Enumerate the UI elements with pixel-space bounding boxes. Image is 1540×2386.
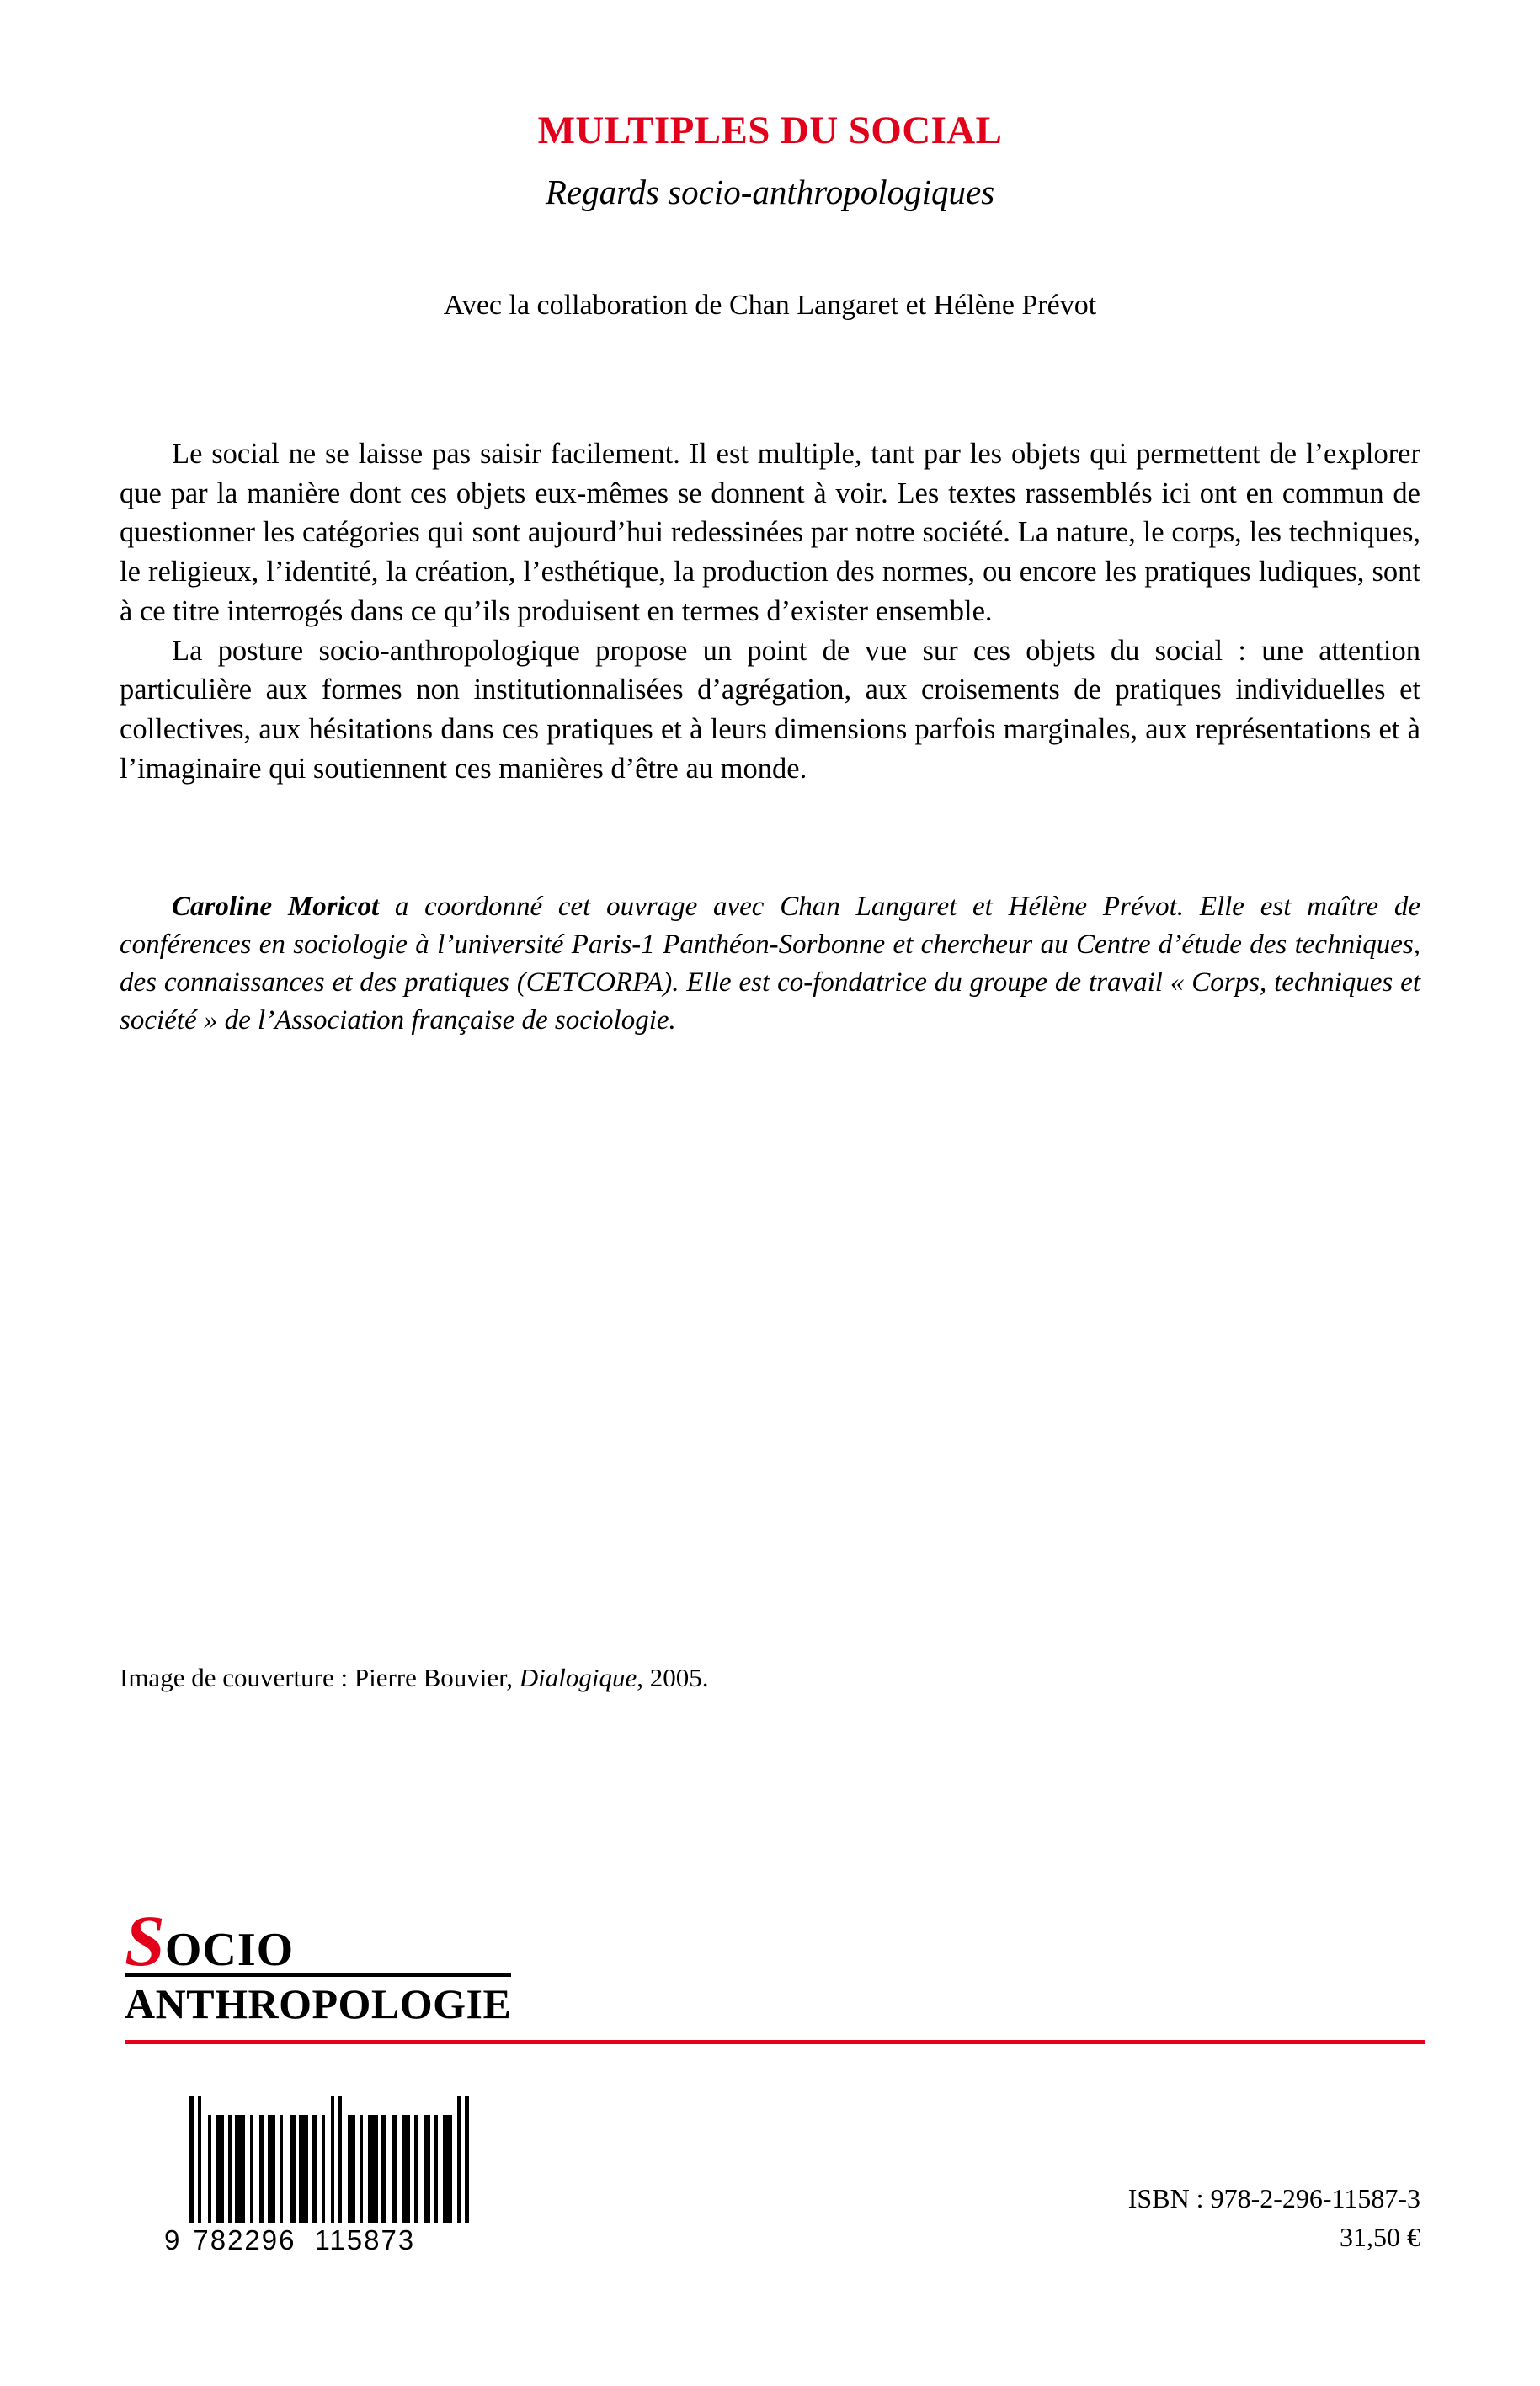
publisher-logo-line1: [125, 1900, 596, 1981]
barcode-image: [189, 2115, 543, 2223]
book-title: MULTIPLES DU SOCIAL: [537, 109, 1003, 152]
publisher-logo: [125, 1900, 596, 2044]
book-subtitle: Regards socio-anthropologiques: [545, 173, 995, 211]
publisher-logo-initial: S: [125, 1900, 165, 1981]
barcode-group-1: 782296: [193, 2224, 296, 2256]
barcode-digits: [164, 2224, 543, 2256]
publisher-logo-line2: ANTHROPOLOGIE: [125, 1973, 511, 2028]
isbn-block: [1128, 2179, 1420, 2257]
blurb-paragraph-1: Le social ne se laisse pas saisir facilement. Il est multiple, tant par les objets qui permettent de l’explorer que par la manière dont ces objets eux-mêmes se donnent à voir. Les textes rassemblés ici ont en commun de questionner les catégories qui sont aujourd’hui redessinées par notre société. La nature, le corps, les techniques, le religieux, l’identité, la création, l’esthétique, la production des normes, ou encore les pratiques ludiques, sont à ce titre interrogés dans ce qu’ils produisent en termes d’exister ensemble.: [120, 438, 1420, 627]
cover-credit-suffix: , 2005.: [637, 1663, 709, 1692]
publisher-rule: [125, 2040, 1425, 2044]
collaboration-line: Avec la collaboration de Chan Langaret et Hélène Prévot: [443, 290, 1097, 321]
publisher-logo-rest: OCIO: [164, 1924, 295, 1976]
cover-credit-prefix: Image de couverture : Pierre Bouvier,: [120, 1663, 520, 1692]
isbn-label: ISBN : 978-2-296-11587-3: [1127, 2183, 1420, 2213]
cover-image-credit: [120, 1663, 709, 1693]
blurb: [120, 434, 1420, 789]
barcode-block: [164, 2115, 543, 2256]
author-bio-text: a coordonné cet ouvrage avec Chan Langaret et Hélène Prévot. Elle est maître de conférences en sociologie à l’université Paris-1 Panthéon-Sorbonne et chercheur au Centre d’étude des techniques, des connaissances et des pratiques (CETCORPA). Elle est co-fondatrice du groupe de travail « Corps, techniques et société » de l’Association française de sociologie.: [120, 891, 1420, 1036]
cover-credit-work-title: Dialogique: [519, 1663, 637, 1692]
barcode-group-2: 115873: [314, 2224, 416, 2256]
price-label: 31,50 €: [1340, 2222, 1420, 2253]
author-bio-paragraph: [120, 888, 1420, 1041]
author-name: Caroline Moricot: [172, 891, 380, 922]
cover-content: [120, 0, 1420, 2386]
barcode-lead-digit: 9: [164, 2224, 182, 2256]
author-bio: [120, 888, 1420, 1041]
blurb-paragraph-2: La posture socio-anthropologique propose un point de vue sur ces objets du social : une attention particulière aux formes non institutionnalisées d’agrégation, aux croisements de pratiques individuelles et collectives, aux hésitations dans ces pratiques et à leurs dimensions parfois marginales, aux représentations et à l’imaginaire qui soutiennent ces manières d’être au monde.: [120, 634, 1420, 785]
